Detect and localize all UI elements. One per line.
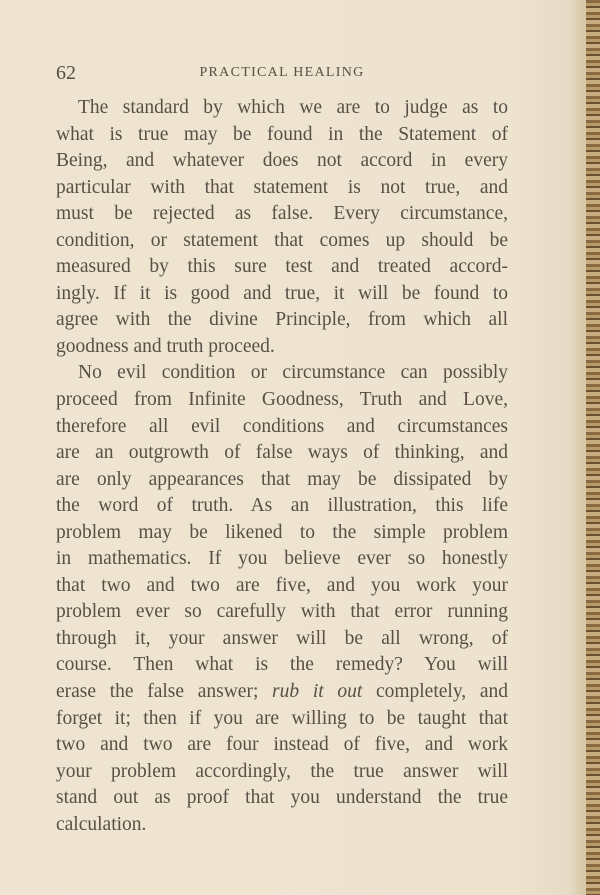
text-line: in mathematics. If you believe ever so honestly xyxy=(56,548,508,570)
text-line: problem ever so carefully with that error running xyxy=(56,601,508,623)
text-line: forget it; then if you are willing to be taught that xyxy=(56,707,508,729)
text-line: agree with the divine Principle, from which all xyxy=(56,309,508,331)
text-line: ingly. If it is good and true, it will be found to xyxy=(56,282,508,304)
text-line: through it, your answer will be all wrong, of xyxy=(56,627,508,649)
text-line: calculation. xyxy=(56,813,147,835)
text-line: are an outgrowth of false ways of thinking, and xyxy=(56,442,508,464)
text-line: Being, and whatever does not accord in every xyxy=(56,150,508,172)
text-line: are only appearances that may be dissipated by xyxy=(56,468,508,490)
text-line xyxy=(56,679,508,706)
italic-phrase: rub it out xyxy=(272,681,363,703)
text-line: goodness and truth proceed. xyxy=(56,335,275,357)
text-line: The standard by which we are to judge as to xyxy=(78,97,508,118)
text-line: stand out as proof that you understand the true xyxy=(56,787,508,809)
text-line: proceed from Infinite Goodness, Truth and Love, xyxy=(56,389,508,411)
text-line: problem may be likened to the simple problem xyxy=(56,521,508,543)
text-segment: erase the false answer; xyxy=(56,681,259,703)
page-number: 62 xyxy=(56,62,76,84)
text-line: condition, or statement that comes up should be xyxy=(56,229,508,251)
text-line: that two and two are five, and you work your xyxy=(56,574,508,596)
text-line: your problem accordingly, the true answer will xyxy=(56,760,508,782)
text-line: No evil condition or circumstance can possibly xyxy=(78,362,508,384)
page-edge xyxy=(586,0,600,895)
text-segment: completely, and xyxy=(375,681,509,703)
text-line: the word of truth. As an illustration, this life xyxy=(56,495,508,517)
text-line: particular with that statement is not true, and xyxy=(56,176,508,198)
page-body xyxy=(56,95,508,838)
running-head: PRACTICAL HEALING xyxy=(199,65,365,80)
text-line: course. Then what is the remedy? You will xyxy=(56,654,508,676)
text-line: measured by this sure test and treated accord- xyxy=(56,256,508,278)
text-line: what is true may be found in the Statement of xyxy=(56,123,508,145)
text-line: two and two are four instead of five, and work xyxy=(56,734,508,756)
text-line: must be rejected as false. Every circumstance, xyxy=(56,203,508,225)
text-line: therefore all evil conditions and circumstances xyxy=(56,415,508,437)
page-header xyxy=(56,62,508,86)
